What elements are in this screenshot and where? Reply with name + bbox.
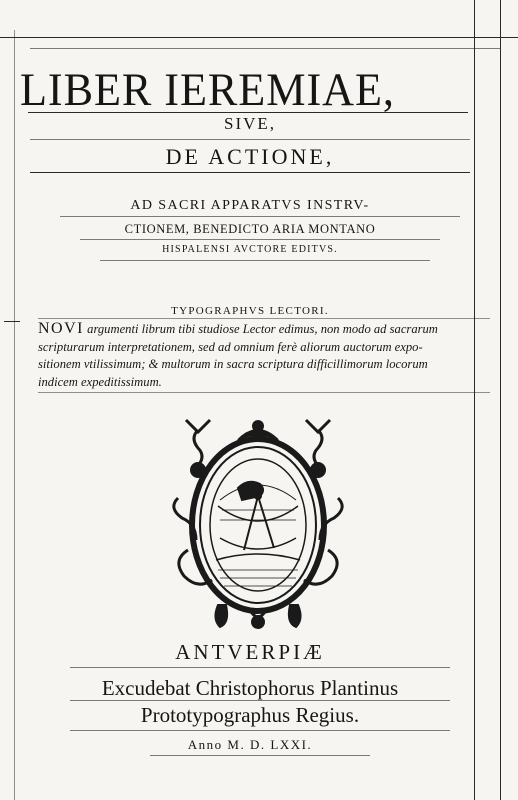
book-title: LIBER IEREMIAE, — [20, 64, 395, 116]
address-line-3: sitionem vtilissimum; & multorum in sacra scriptura difficillimorum locorum — [38, 357, 428, 371]
imprint-rule-1 — [70, 667, 450, 668]
address-line-4: indicem expeditissimum. — [38, 374, 162, 389]
imprint-printer-line-1: Excudebat Christophorus Plantinus — [101, 676, 399, 700]
imprint-rule-4 — [150, 755, 370, 756]
subtitle-line-1: AD SACRI APPARATVS INSTRV- — [130, 198, 370, 213]
imprint-year: Anno M. D. LXXI. — [187, 737, 313, 752]
sive-underline — [30, 139, 470, 140]
printer-device-engraving — [158, 410, 358, 635]
lector-rule-bottom — [38, 392, 490, 393]
address-text — [38, 320, 490, 391]
sub3-underline — [100, 260, 430, 261]
address-line-1-rest: argumenti librum tibi studiose Lector edimus, non modo ad sacrarum — [84, 322, 438, 336]
lector-rule-top — [38, 318, 490, 319]
sub1-underline — [60, 216, 460, 217]
address-first-word: NOVI — [38, 320, 84, 337]
imprint-city: ANTVERPIÆ — [175, 640, 325, 664]
address-line-1 — [38, 320, 490, 339]
top-rule — [0, 37, 518, 38]
title-sive: SIVE, — [223, 114, 277, 133]
address-line-2: scripturarum interpretationem, sed ad omnium ferè aliorum auctorum expo- — [38, 339, 423, 354]
subtitle-line-2: CTIONEM, BENEDICTO ARIA MONTANO — [124, 222, 376, 236]
address-heading: TYPOGRAPHVS LECTORI. — [171, 305, 329, 317]
deactione-underline — [30, 172, 470, 173]
subtitle-line-3: HISPALENSI AVCTORE EDITVS. — [162, 244, 338, 255]
top-rule-inner — [30, 48, 500, 49]
right-rule-outer — [500, 0, 501, 800]
title-de-actione: DE ACTIONE, — [165, 144, 335, 169]
imprint-rule-3 — [70, 730, 450, 731]
sub2-underline — [80, 239, 440, 240]
margin-mark — [4, 321, 20, 322]
imprint-printer-line-2: Prototypographus Regius. — [140, 703, 360, 727]
